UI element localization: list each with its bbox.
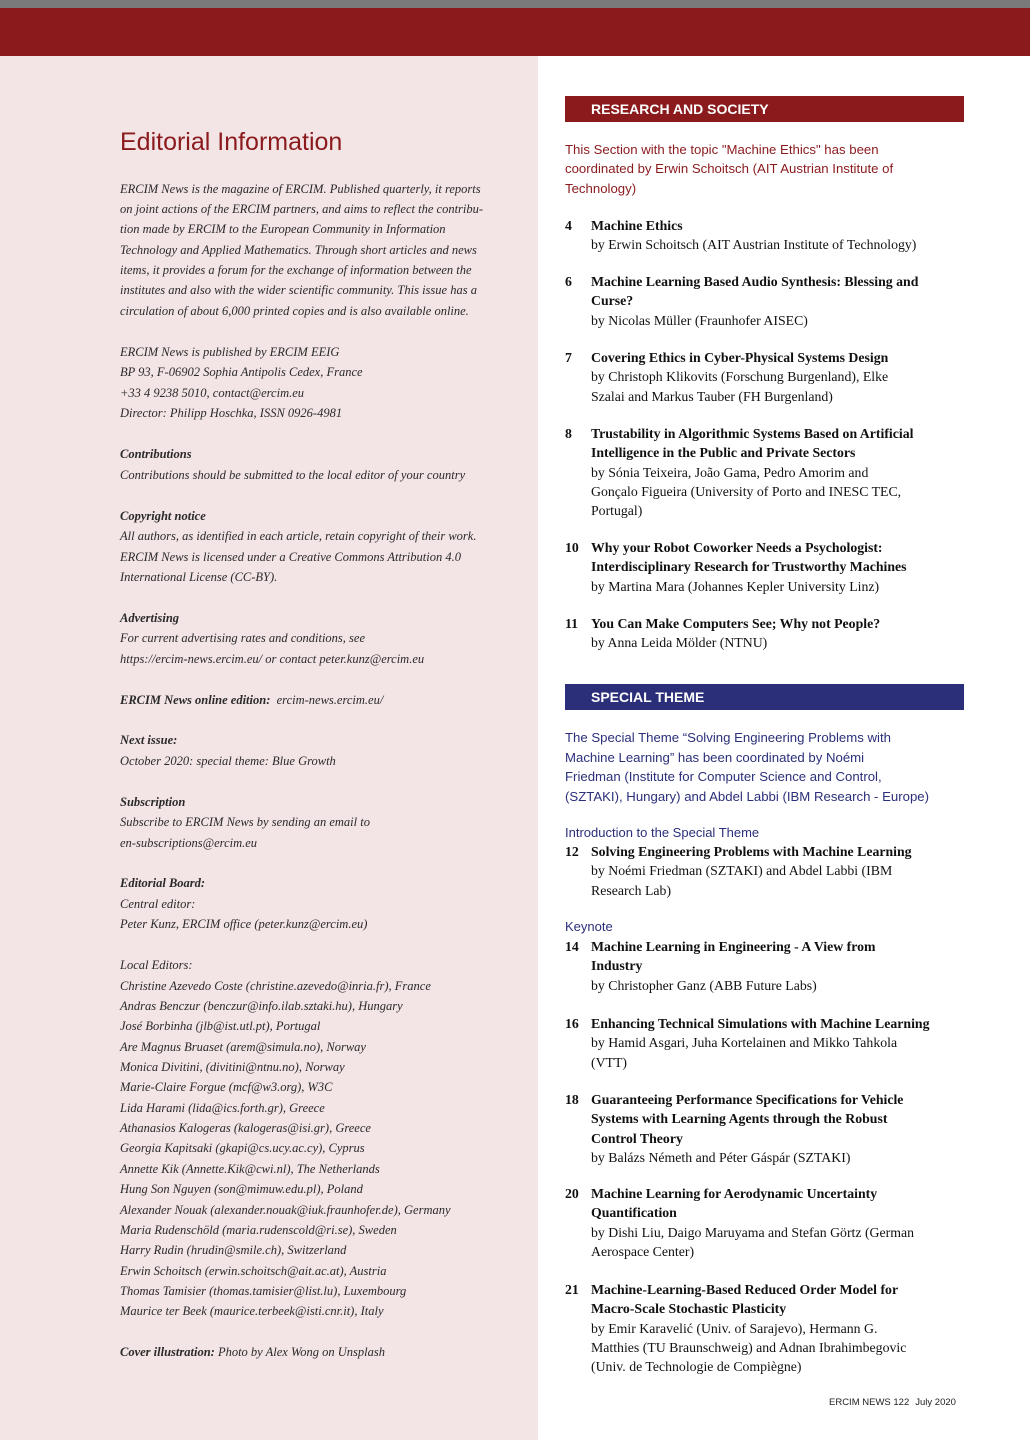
special-intro-line: Friedman (Institute for Computer Science and Control, [565,769,882,784]
research-society-header: RESEARCH AND SOCIETY [565,96,964,122]
toc-page-number: 12 [565,844,579,859]
toc-title: Why your Robot Coworker Needs a Psychologist: [591,540,883,555]
toc-entry-computers-see[interactable] [565,614,985,653]
advertising-text: For current advertising rates and conditions, see [120,631,365,645]
toc-authors: Portugal) [591,503,643,519]
local-editor: Monica Divitini, (divitini@ntnu.no), Norway [120,1060,345,1074]
local-editor: Thomas Tamisier (thomas.tamisier@list.lu), Luxembourg [120,1284,407,1298]
intro-line: circulation of about 6,000 printed copies and is also available online. [120,304,469,318]
keynote-label: Keynote [565,919,613,934]
toc-title: Guaranteeing Performance Specifications for Vehicle [591,1092,904,1107]
local-editor: Are Magnus Bruaset (arem@simula.no), Norway [120,1040,366,1054]
toc-title: Covering Ethics in Cyber-Physical Systems Design [591,350,889,365]
toc-title: Control Theory [591,1130,683,1146]
online-edition-label: ERCIM News online edition: [120,693,271,707]
local-editor: Harry Rudin (hrudin@smile.ch), Switzerland [120,1243,347,1257]
cover-illustration-label: Cover illustration: [120,1345,215,1359]
subscription-text: Subscribe to ERCIM News by sending an email to [120,815,370,829]
local-editors-label: Local Editors: [120,958,193,972]
cover-illustration [120,1342,385,1362]
toc-entry-ml-engineering[interactable] [565,937,985,995]
local-editor: Christine Azevedo Coste (christine.azevedo@inria.fr), France [120,979,431,993]
intro-line: on joint actions of the ERCIM partners, and aims to reflect the contribu- [120,202,484,216]
toc-page-number: 14 [565,939,579,954]
advertising-heading: Advertising [120,611,180,625]
local-editor: Maurice ter Beek (maurice.terbeek@isti.cnr.it), Italy [120,1304,384,1318]
toc-title: Industry [591,958,643,974]
toc-authors: Research Lab) [591,882,672,898]
local-editor: Hung Son Nguyen (son@mimuw.edu.pl), Poland [120,1182,363,1196]
intro-line: ERCIM News is the magazine of ERCIM. Published quarterly, it reports [120,182,481,196]
publisher-contact: +33 4 9238 5010, contact@ercim.eu [120,386,305,400]
toc-entry-trustability[interactable] [565,424,985,520]
next-issue-heading: Next issue: [120,733,178,747]
footer-date: July 2020 [915,1397,956,1408]
local-editor: Marie-Claire Forgue (mcf@w3.org), W3C [120,1080,333,1094]
toc-title: Systems with Learning Agents through the Robust [591,1111,888,1127]
local-editor: José Borbinha (jlb@ist.utl.pt), Portugal [120,1019,321,1033]
research-intro-line: This Section with the topic "Machine Ethics" has been [565,142,879,157]
local-editor: Erwin Schoitsch (erwin.schoitsch@ait.ac.at), Austria [120,1264,387,1278]
toc-title: Machine Learning Based Audio Synthesis: Blessing and [591,274,919,289]
research-intro-line: Technology) [565,181,637,196]
toc-entry-technical-simulations[interactable] [565,1014,985,1072]
intro-special-theme-label: Introduction to the Special Theme [565,825,760,840]
intro-line: items, it provides a forum for the exchange of information between the [120,263,472,277]
toc-authors: by Noémi Friedman (SZTAKI) and Abdel Labbi (IBM [591,863,893,879]
copyright-text: ERCIM News is licensed under a Creative Commons Attribution 4.0 [120,550,461,564]
toc-title: Machine Learning in Engineering - A View from [591,939,876,954]
toc-title: Machine-Learning-Based Reduced Order Model for [591,1282,899,1297]
intro-line: Technology and Applied Mathematics. Through short articles and news [120,243,477,257]
toc-title: Quantification [591,1205,677,1221]
top-gray-strip [0,0,1030,8]
editorial-title: Editorial Information [120,128,343,156]
toc-authors: by Sónia Teixeira, João Gama, Pedro Amorim and [591,464,869,480]
local-editor: Andras Benczur (benczur@info.ilab.sztaki.hu), Hungary [120,999,403,1013]
local-editor: Lida Harami (lida@ics.forth.gr), Greece [120,1101,325,1115]
toc-authors: by Emir Karavelić (Univ. of Sarajevo), Hermann G. [591,1320,878,1336]
toc-page-number: 21 [565,1282,579,1297]
toc-title: Curse? [591,293,634,309]
toc-title: Interdisciplinary Research for Trustworthy Machines [591,559,907,575]
toc-entry-solving-engineering[interactable] [565,842,985,900]
subscription-email[interactable]: en-subscriptions@ercim.eu [120,836,258,850]
publisher-line: ERCIM News is published by ERCIM EEIG [120,345,340,359]
toc-authors: by Anna Leida Mölder (NTNU) [591,635,768,651]
toc-page-number: 11 [565,616,579,631]
copyright-text: All authors, as identified in each article, retain copyright of their work. [120,529,477,543]
toc-page-number: 6 [565,274,572,289]
toc-entry-aerodynamic-uncertainty[interactable] [565,1184,985,1261]
toc-page-number: 20 [565,1186,579,1201]
toc-title: Machine Learning for Aerodynamic Uncertainty [591,1186,878,1201]
toc-authors: Gonçalo Figueira (University of Porto and INESC TEC, [591,483,902,499]
copyright-text: International License (CC-BY). [120,570,278,584]
toc-title: Trustability in Algorithmic Systems Based on Artificial [591,426,914,441]
publisher-director: Director: Philipp Hoschka, ISSN 0926-4981 [120,406,343,420]
contributions-heading: Contributions [120,447,192,461]
local-editor: Alexander Nouak (alexander.nouak@iuk.fraunhofer.de), Germany [120,1203,451,1217]
footer-publication: ERCIM NEWS 122 [829,1397,910,1408]
toc-entry-reduced-order-model[interactable] [565,1280,985,1376]
next-issue-text: October 2020: special theme: Blue Growth [120,754,336,768]
toc-entry-robot-coworker[interactable] [565,538,985,596]
toc-authors: by Dishi Liu, Daigo Maruyama and Stefan Görtz (German [591,1224,914,1240]
central-editor-label: Central editor: [120,897,196,911]
toc-authors: by Christoph Klikovits (Forschung Burgenland), Elke [591,369,889,385]
toc-page-number: 16 [565,1016,579,1031]
top-header-band [0,8,1030,56]
toc-page-number: 10 [565,540,579,555]
cover-illustration-credit: Photo by Alex Wong on Unsplash [217,1345,385,1359]
toc-page-number: 7 [565,350,572,365]
special-intro-line: Machine Learning” has been coordinated by Noémi [565,750,865,765]
toc-authors: by Hamid Asgari, Juha Kortelainen and Mikko Tahkola [591,1035,898,1051]
toc-authors: by Erwin Schoitsch (AIT Austrian Institute of Technology) [591,237,917,253]
local-editor: Georgia Kapitsaki (gkapi@cs.ucy.ac.cy), Cyprus [120,1141,365,1155]
special-theme-header: SPECIAL THEME [565,684,964,710]
toc-title: You Can Make Computers See; Why not People? [591,616,881,631]
toc-title: Macro-Scale Stochastic Plasticity [591,1301,787,1317]
toc-title: Solving Engineering Problems with Machine Learning [591,844,912,859]
toc-authors: by Nicolas Müller (Fraunhofer AISEC) [591,312,808,328]
local-editor: Athanasios Kalogeras (kalogeras@isi.gr), Greece [120,1121,371,1135]
central-editor-value: Peter Kunz, ERCIM office (peter.kunz@ercim.eu) [120,917,368,931]
toc-page-number: 18 [565,1092,579,1107]
toc-entry-cps-ethics[interactable] [565,348,985,406]
toc-title: Intelligence in the Public and Private Sectors [591,445,856,461]
special-intro-line: (SZTAKI), Hungary) and Abdel Labbi (IBM Research - Europe) [565,789,930,804]
toc-authors: (Univ. de Technologie de Compiègne) [591,1359,802,1375]
toc-authors: (VTT) [591,1054,628,1070]
online-edition [120,690,383,710]
publisher-address: BP 93, F-06902 Sophia Antipolis Cedex, France [120,365,363,379]
toc-page-number: 4 [565,218,572,233]
online-edition-link[interactable]: ercim-news.ercim.eu/ [276,693,384,707]
page-footer [829,1397,962,1408]
intro-line: institutes and also with the wider scientific community. This issue has a [120,283,477,297]
editorial-board-heading: Editorial Board: [120,876,206,890]
toc-entry-performance-specifications[interactable] [565,1090,985,1167]
toc-authors: by Martina Mara (Johannes Kepler University Linz) [591,578,880,594]
toc-authors: Aerospace Center) [591,1243,695,1259]
local-editor: Maria Rudenschöld (maria.rudenscold@ri.se), Sweden [120,1223,397,1237]
contributions-text: Contributions should be submitted to the local editor of your country [120,468,466,482]
toc-entry-audio-synthesis[interactable] [565,272,985,330]
special-intro-line: The Special Theme “Solving Engineering Problems with [565,730,891,745]
toc-authors: Matthies (TU Braunschweig) and Adnan Ibrahimbegovic [591,1339,907,1355]
toc-title: Machine Ethics [591,218,683,233]
toc-authors: by Christopher Ganz (ABB Future Labs) [591,977,817,993]
toc-authors: by Balázs Németh and Péter Gáspár (SZTAKI) [591,1149,851,1165]
intro-line: tion made by ERCIM to the European Community in Information [120,222,446,236]
copyright-heading: Copyright notice [120,509,206,523]
research-intro-line: coordinated by Erwin Schoitsch (AIT Austrian Institute of [565,161,894,176]
local-editor: Annette Kik (Annette.Kik@cwi.nl), The Netherlands [120,1162,380,1176]
advertising-link[interactable]: https://ercim-news.ercim.eu/ or contact peter.kunz@ercim.eu [120,652,425,666]
subscription-heading: Subscription [120,795,186,809]
toc-entry-machine-ethics[interactable] [565,216,985,255]
toc-page-number: 8 [565,426,572,441]
toc-title: Enhancing Technical Simulations with Machine Learning [591,1016,930,1031]
toc-authors: Szalai and Markus Tauber (FH Burgenland) [591,388,833,404]
